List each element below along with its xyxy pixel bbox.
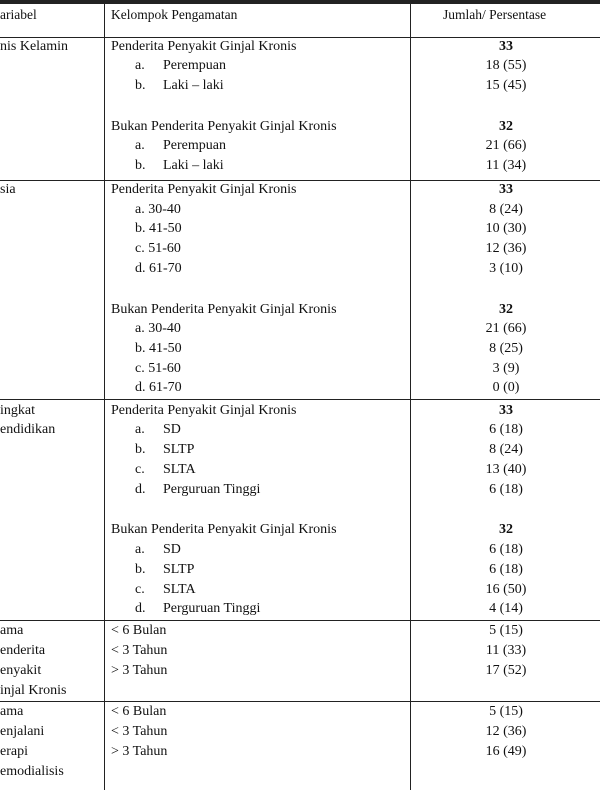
header-jumlah: Jumlah/ Persentase — [443, 7, 547, 22]
item-label: b. 41-50 — [135, 221, 182, 236]
variable-label: enjalani — [0, 724, 45, 739]
variable-label: endidikan — [0, 422, 56, 437]
item-label: SLTP — [163, 562, 195, 577]
item-label: SLTP — [163, 442, 195, 457]
row-divider — [0, 701, 600, 702]
item-label: b. 41-50 — [135, 341, 182, 356]
item-value: 12 (36) — [485, 241, 527, 256]
item-marker: b. — [135, 158, 146, 173]
header-kelompok: Kelompok Pengamatan — [111, 7, 238, 22]
row-divider — [0, 399, 600, 400]
item-marker: a. — [135, 138, 145, 153]
variable-label: nis Kelamin — [0, 39, 69, 54]
row-value: 11 (33) — [485, 643, 527, 658]
item-label: a. 30-40 — [135, 321, 181, 336]
variable-label: ama — [0, 704, 24, 719]
item-value: 8 (24) — [489, 442, 523, 457]
item-label: c. 51-60 — [135, 241, 181, 256]
item-label: Perguruan Tinggi — [163, 482, 261, 497]
header-variabel: ariabel — [0, 7, 37, 22]
variable-label: sia — [0, 182, 16, 197]
item-label: d. 61-70 — [135, 261, 182, 276]
row-label: < 3 Tahun — [111, 724, 168, 739]
item-value: 10 (30) — [485, 221, 527, 236]
item-value: 3 (10) — [489, 261, 523, 276]
group-total: 33 — [499, 182, 513, 197]
item-marker: c. — [135, 582, 145, 597]
item-value: 11 (34) — [485, 158, 527, 173]
variable-label: ama — [0, 623, 24, 638]
row-value: 16 (49) — [485, 744, 527, 759]
item-value: 6 (18) — [489, 562, 523, 577]
row-label: > 3 Tahun — [111, 744, 168, 759]
row-value: 12 (36) — [485, 724, 527, 739]
variable-label: ingkat — [0, 403, 35, 418]
item-value: 21 (66) — [485, 321, 527, 336]
row-value: 17 (52) — [485, 663, 527, 678]
group-total: 32 — [499, 302, 513, 317]
item-label: Perempuan — [163, 138, 226, 153]
item-label: Laki – laki — [163, 158, 224, 173]
group-title: Penderita Penyakit Ginjal Kronis — [111, 39, 297, 54]
group-title: Penderita Penyakit Ginjal Kronis — [111, 403, 297, 418]
variable-label: erapi — [0, 744, 28, 759]
item-marker: a. — [135, 542, 145, 557]
group-total: 33 — [499, 403, 513, 418]
item-label: d. 61-70 — [135, 380, 182, 395]
item-value: 18 (55) — [485, 58, 527, 73]
item-marker: b. — [135, 78, 146, 93]
variable-label: emodialisis — [0, 764, 64, 779]
group-total: 32 — [499, 522, 513, 537]
item-value: 8 (25) — [489, 341, 523, 356]
variable-label: enderita — [0, 643, 46, 658]
item-value: 4 (14) — [489, 601, 523, 616]
row-value: 5 (15) — [489, 623, 523, 638]
item-value: 16 (50) — [485, 582, 527, 597]
item-marker: b. — [135, 562, 146, 577]
row-value: 5 (15) — [489, 704, 523, 719]
item-marker: a. — [135, 58, 145, 73]
item-label: SLTA — [163, 582, 196, 597]
item-marker: b. — [135, 442, 146, 457]
item-label: SD — [163, 422, 181, 437]
row-label: < 3 Tahun — [111, 643, 168, 658]
item-value: 6 (18) — [489, 542, 523, 557]
table-top-border — [0, 0, 600, 4]
item-value: 21 (66) — [485, 138, 527, 153]
column-divider — [104, 4, 105, 790]
item-label: SLTA — [163, 462, 196, 477]
variable-label: injal Kronis — [0, 683, 67, 698]
item-label: Perempuan — [163, 58, 226, 73]
item-label: Perguruan Tinggi — [163, 601, 261, 616]
item-value: 0 (0) — [492, 380, 520, 395]
group-title: Bukan Penderita Penyakit Ginjal Kronis — [111, 522, 337, 537]
row-divider — [0, 620, 600, 621]
item-value: 3 (9) — [492, 361, 520, 376]
row-label: < 6 Bulan — [111, 704, 167, 719]
item-value: 13 (40) — [485, 462, 527, 477]
item-value: 6 (18) — [489, 482, 523, 497]
item-marker: c. — [135, 462, 145, 477]
item-marker: d. — [135, 482, 146, 497]
group-title: Bukan Penderita Penyakit Ginjal Kronis — [111, 302, 337, 317]
row-label: > 3 Tahun — [111, 663, 168, 678]
column-divider — [410, 4, 411, 790]
item-label: c. 51-60 — [135, 361, 181, 376]
item-label: Laki – laki — [163, 78, 224, 93]
group-title: Penderita Penyakit Ginjal Kronis — [111, 182, 297, 197]
row-label: < 6 Bulan — [111, 623, 167, 638]
item-label: SD — [163, 542, 181, 557]
item-marker: a. — [135, 422, 145, 437]
item-marker: d. — [135, 601, 146, 616]
item-value: 6 (18) — [489, 422, 523, 437]
item-value: 8 (24) — [489, 202, 523, 217]
item-value: 15 (45) — [485, 78, 527, 93]
group-title: Bukan Penderita Penyakit Ginjal Kronis — [111, 119, 337, 134]
item-label: a. 30-40 — [135, 202, 181, 217]
group-total: 33 — [499, 39, 513, 54]
group-total: 32 — [499, 119, 513, 134]
variable-label: enyakit — [0, 663, 42, 678]
